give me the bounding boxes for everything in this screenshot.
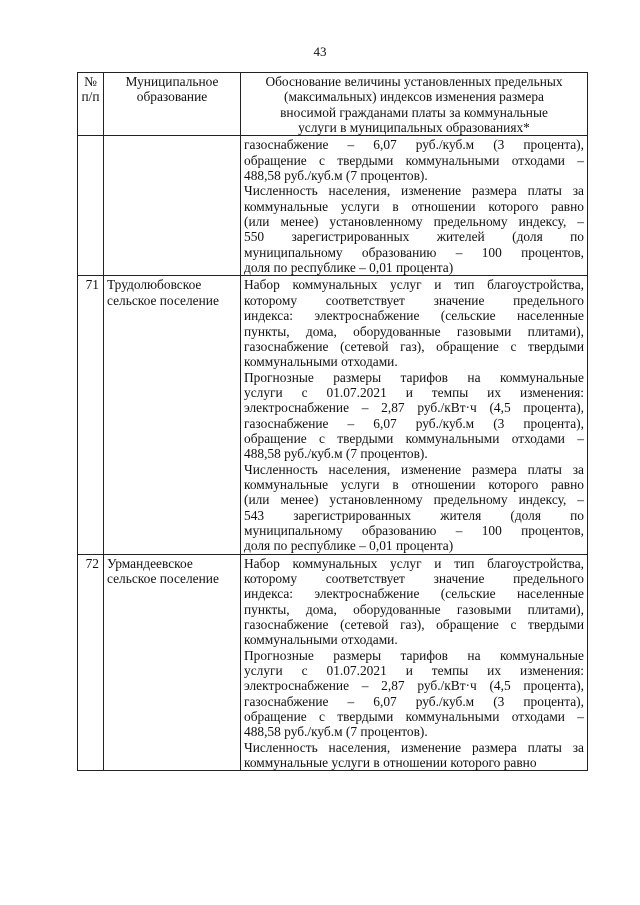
text-line: коммунальные услуги в отношении которого равно [244, 198, 584, 214]
text-line: 543 зарегистрированных жителя (доля по [244, 507, 584, 523]
cell-line: сельское поселение [107, 571, 219, 586]
text-line: пункты, дома, оборудованные газовыми плитами), [244, 601, 584, 617]
text-line: муниципальному образованию – 100 процентов, [244, 522, 584, 538]
row-number: 72 [78, 554, 104, 771]
table-header-row [78, 73, 588, 136]
text-line: услуги с 01.07.2021 и темпы их изменения: [244, 384, 584, 400]
text-line: индекса: электроснабжение (сельские населенные [244, 308, 584, 324]
text-line: 488,58 руб./куб.м (7 процентов). [244, 168, 428, 184]
cell-line: Муниципальное [125, 74, 219, 89]
cell-line: № [84, 74, 97, 89]
text-line: 488,58 руб./куб.м (7 процентов). [244, 724, 428, 740]
cell-line: п/п [81, 89, 100, 105]
text-line: газоснабжение (сетевой газ), обращение с твердыми [244, 338, 584, 354]
tariff-index-table [77, 72, 588, 771]
row-municipality [104, 554, 241, 771]
text-line: доля по республике – 0,01 процента) [244, 538, 454, 554]
text-line: (или менее) установленному предельному индексу, – [244, 214, 584, 230]
text-line: газоснабжение – 6,07 руб./куб.м (3 процента), [244, 137, 584, 153]
text-line: газоснабжение – 6,07 руб./куб.м (3 процента), [244, 693, 584, 709]
row-number [78, 136, 104, 276]
text-line: Прогнозные размеры тарифов на коммунальные [244, 369, 584, 385]
text-line: доля по республике – 0,01 процента) [244, 260, 454, 276]
text-line: электроснабжение – 2,87 руб./кВт·ч (4,5 процента), [244, 678, 584, 694]
text-line: обращение с твердыми коммунальными отходами – [244, 152, 584, 168]
row-justification [241, 136, 588, 276]
text-line: коммунальными отходами. [244, 632, 398, 648]
page-number: 43 [313, 44, 327, 59]
text-line: муниципальному образованию – 100 процентов, [244, 244, 584, 260]
text-line: Численность населения, изменение размера платы за [244, 739, 584, 755]
table-row [78, 136, 588, 276]
text-line: которому соответствует значение предельного [244, 571, 584, 586]
text-line: Прогнозные размеры тарифов на коммунальные [244, 647, 584, 663]
table-row [78, 554, 588, 771]
text-line: газоснабжение (сетевой газ), обращение с твердыми [244, 617, 584, 633]
text-line: услуги с 01.07.2021 и темпы их изменения: [244, 663, 584, 679]
text-line: 550 зарегистрированных жителей (доля по [244, 229, 584, 245]
text-line: Набор коммунальных услуг и тип благоустройства, [244, 555, 584, 571]
table-row [78, 276, 588, 554]
row-municipality [104, 276, 241, 554]
text-line: обращение с твердыми коммунальными отходами – [244, 709, 584, 725]
row-justification [241, 554, 588, 771]
text-line: обращение с твердыми коммунальными отходами – [244, 430, 584, 446]
header-num [78, 73, 104, 136]
header-municipality [104, 73, 241, 136]
header-justification [241, 73, 588, 136]
cell-line: услуги в муниципальных образованиях* [298, 120, 530, 136]
text-line: Набор коммунальных услуг и тип благоустройства, [244, 277, 584, 293]
cell-line: образование [136, 89, 208, 105]
cell-line: вносимой гражданами платы за коммунальные [280, 104, 548, 120]
text-line: 488,58 руб./куб.м (7 процентов). [244, 446, 428, 462]
text-line: газоснабжение – 6,07 руб./куб.м (3 процента), [244, 415, 584, 431]
text-line: электроснабжение – 2,87 руб./кВт·ч (4,5 процента), [244, 400, 584, 416]
row-number: 71 [78, 276, 104, 554]
cell-line: сельское поселение [107, 292, 219, 308]
row-municipality [104, 136, 241, 276]
text-line: Численность населения, изменение размера платы за [244, 461, 584, 477]
row-justification [241, 276, 588, 554]
text-line: коммунальные услуги в отношении которого равно [244, 755, 537, 771]
text-line: которому соответствует значение предельного [244, 292, 584, 308]
cell-line: Трудолюбовское [107, 277, 202, 293]
text-line: (или менее) установленному предельному индексу, – [244, 492, 584, 508]
text-line: коммунальные услуги в отношении которого равно [244, 476, 584, 492]
cell-line: Обоснование величины установленных предельных [265, 74, 563, 89]
cell-line: (максимальных) индексов изменения размера [284, 89, 544, 105]
text-line: пункты, дома, оборудованные газовыми плитами), [244, 323, 584, 339]
cell-line: Урмандеевское [107, 555, 193, 571]
text-line: индекса: электроснабжение (сельские населенные [244, 586, 584, 602]
text-line: Численность населения, изменение размера платы за [244, 183, 584, 199]
text-line: коммунальными отходами. [244, 354, 398, 370]
